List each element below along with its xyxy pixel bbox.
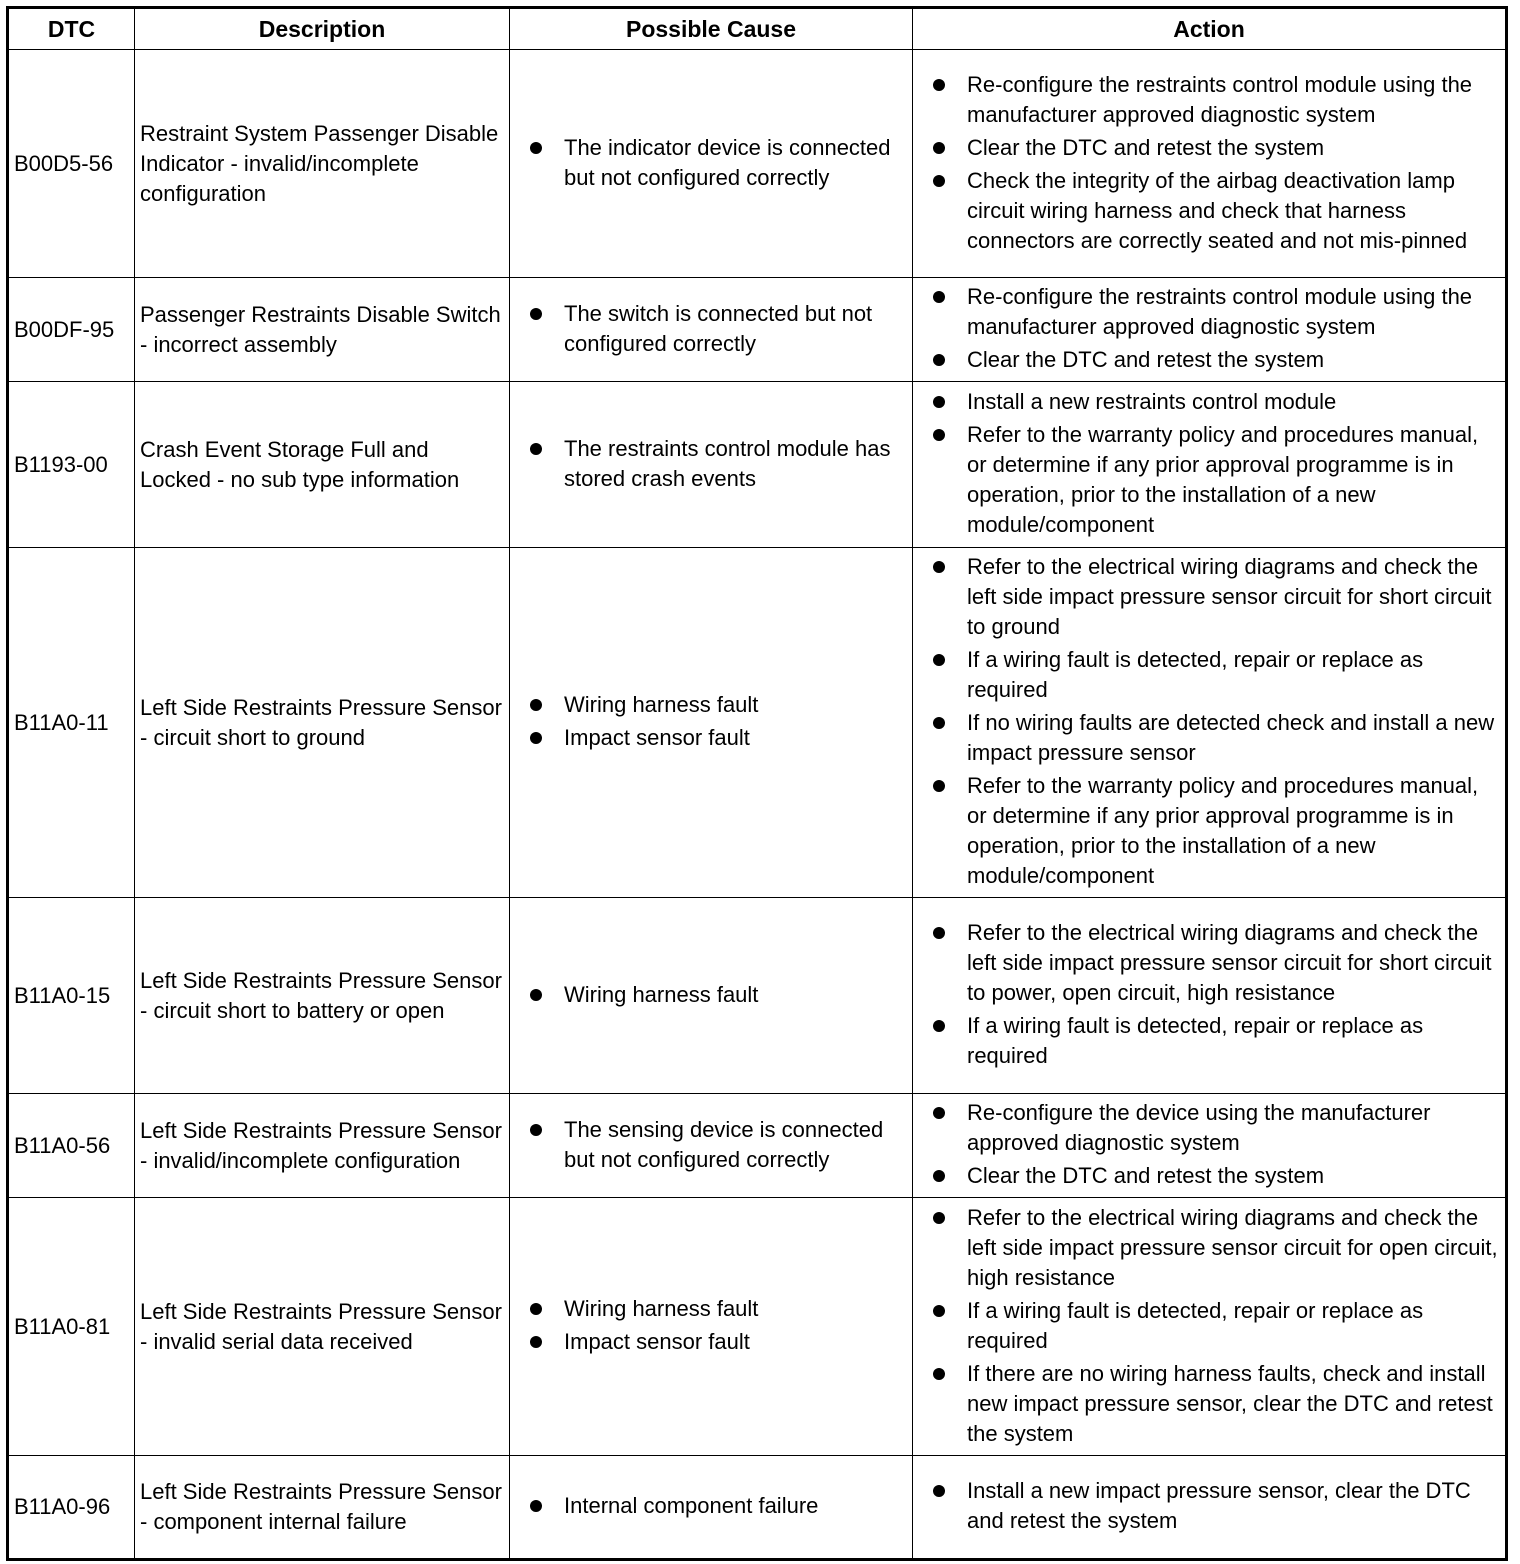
bullet-icon xyxy=(933,1020,945,1032)
bullet-icon xyxy=(933,79,945,91)
cause-item: Wiring harness fault xyxy=(510,690,908,720)
table-row xyxy=(8,1198,1507,1456)
bullet-icon xyxy=(530,308,542,320)
action-item: Check the integrity of the airbag deactivation lamp circuit wiring harness and check that harness connectors are correctly seated and not mis-pinned xyxy=(913,166,1501,256)
action-item: If a wiring fault is detected, repair or replace as required xyxy=(913,1296,1501,1356)
bullet-icon xyxy=(933,1170,945,1182)
action-cell xyxy=(913,898,1507,1094)
bullet-icon xyxy=(933,1368,945,1380)
action-cell xyxy=(913,382,1507,548)
cause-item: Internal component failure xyxy=(510,1491,908,1521)
dtc-code: B11A0-81 xyxy=(8,1198,135,1456)
action-item: Re-configure the restraints control module using the manufacturer approved diagnostic system xyxy=(913,282,1501,342)
bullet-icon xyxy=(530,1500,542,1512)
dtc-code: B11A0-15 xyxy=(8,898,135,1094)
bullet-icon xyxy=(530,699,542,711)
dtc-code: B11A0-56 xyxy=(8,1094,135,1198)
action-item: Re-configure the device using the manufacturer approved diagnostic system xyxy=(913,1098,1501,1158)
action-cell xyxy=(913,548,1507,898)
bullet-icon xyxy=(933,354,945,366)
action-item: Re-configure the restraints control module using the manufacturer approved diagnostic system xyxy=(913,70,1501,130)
action-item: Clear the DTC and retest the system xyxy=(913,133,1501,163)
bullet-icon xyxy=(530,989,542,1001)
possible-cause-cell xyxy=(510,548,913,898)
bullet-icon xyxy=(933,1305,945,1317)
bullet-icon xyxy=(530,1303,542,1315)
dtc-description: Left Side Restraints Pressure Sensor - circuit short to battery or open xyxy=(135,898,510,1094)
action-item: If there are no wiring harness faults, check and install new impact pressure sensor, clear the DTC and retest the system xyxy=(913,1359,1501,1449)
action-cell xyxy=(913,1456,1507,1560)
action-item: Refer to the electrical wiring diagrams and check the left side impact pressure sensor circuit for short circuit to ground xyxy=(913,552,1501,642)
table-row xyxy=(8,898,1507,1094)
bullet-icon xyxy=(933,396,945,408)
table-row xyxy=(8,1094,1507,1198)
possible-cause-cell xyxy=(510,1094,913,1198)
dtc-description: Crash Event Storage Full and Locked - no sub type information xyxy=(135,382,510,548)
bullet-icon xyxy=(530,732,542,744)
cause-item: The restraints control module has stored crash events xyxy=(510,434,908,494)
header-possible-cause: Possible Cause xyxy=(510,8,913,50)
bullet-icon xyxy=(530,443,542,455)
dtc-table xyxy=(6,6,1508,1561)
header-dtc: DTC xyxy=(8,8,135,50)
cause-item: Wiring harness fault xyxy=(510,1294,908,1324)
action-item: Clear the DTC and retest the system xyxy=(913,345,1501,375)
action-cell xyxy=(913,1094,1507,1198)
dtc-description: Left Side Restraints Pressure Sensor - component internal failure xyxy=(135,1456,510,1560)
action-item: Refer to the warranty policy and procedures manual, or determine if any prior approval programme is in operation, prior to the installation of a new module/component xyxy=(913,420,1501,540)
bullet-icon xyxy=(933,291,945,303)
header-description: Description xyxy=(135,8,510,50)
possible-cause-cell xyxy=(510,1456,913,1560)
table-row xyxy=(8,548,1507,898)
possible-cause-cell xyxy=(510,1198,913,1456)
dtc-code: B11A0-96 xyxy=(8,1456,135,1560)
cause-item: Impact sensor fault xyxy=(510,1327,908,1357)
bullet-icon xyxy=(933,175,945,187)
table-row xyxy=(8,1456,1507,1560)
dtc-code: B11A0-11 xyxy=(8,548,135,898)
dtc-code: B00DF-95 xyxy=(8,278,135,382)
action-item: If no wiring faults are detected check and install a new impact pressure sensor xyxy=(913,708,1501,768)
dtc-code: B1193-00 xyxy=(8,382,135,548)
action-item: Install a new restraints control module xyxy=(913,387,1501,417)
bullet-icon xyxy=(933,717,945,729)
cause-item: Wiring harness fault xyxy=(510,980,908,1010)
dtc-code: B00D5-56 xyxy=(8,50,135,278)
dtc-description: Restraint System Passenger Disable Indicator - invalid/incomplete configuration xyxy=(135,50,510,278)
action-item: Refer to the electrical wiring diagrams and check the left side impact pressure sensor circuit for short circuit to power, open circuit, high resistance xyxy=(913,918,1501,1008)
cause-item: Impact sensor fault xyxy=(510,723,908,753)
dtc-description: Left Side Restraints Pressure Sensor - invalid serial data received xyxy=(135,1198,510,1456)
action-item: Refer to the warranty policy and procedures manual, or determine if any prior approval programme is in operation, prior to the installation of a new module/component xyxy=(913,771,1501,891)
action-cell xyxy=(913,50,1507,278)
cause-item: The sensing device is connected but not configured correctly xyxy=(510,1115,908,1175)
bullet-icon xyxy=(933,927,945,939)
action-item: If a wiring fault is detected, repair or replace as required xyxy=(913,645,1501,705)
bullet-icon xyxy=(933,142,945,154)
bullet-icon xyxy=(933,1485,945,1497)
bullet-icon xyxy=(933,561,945,573)
bullet-icon xyxy=(530,142,542,154)
action-item: Refer to the electrical wiring diagrams and check the left side impact pressure sensor circuit for open circuit, high resistance xyxy=(913,1203,1501,1293)
bullet-icon xyxy=(933,1212,945,1224)
action-item: If a wiring fault is detected, repair or replace as required xyxy=(913,1011,1501,1071)
bullet-icon xyxy=(530,1124,542,1136)
action-item: Clear the DTC and retest the system xyxy=(913,1161,1501,1191)
action-cell xyxy=(913,278,1507,382)
dtc-description: Left Side Restraints Pressure Sensor - invalid/incomplete configuration xyxy=(135,1094,510,1198)
action-item: Install a new impact pressure sensor, clear the DTC and retest the system xyxy=(913,1476,1501,1536)
possible-cause-cell xyxy=(510,898,913,1094)
bullet-icon xyxy=(933,1107,945,1119)
bullet-icon xyxy=(933,429,945,441)
possible-cause-cell xyxy=(510,50,913,278)
cause-item: The indicator device is connected but not configured correctly xyxy=(510,133,908,193)
table-row xyxy=(8,50,1507,278)
possible-cause-cell xyxy=(510,278,913,382)
bullet-icon xyxy=(530,1336,542,1348)
action-cell xyxy=(913,1198,1507,1456)
dtc-description: Left Side Restraints Pressure Sensor - circuit short to ground xyxy=(135,548,510,898)
table-row xyxy=(8,382,1507,548)
dtc-description: Passenger Restraints Disable Switch - incorrect assembly xyxy=(135,278,510,382)
possible-cause-cell xyxy=(510,382,913,548)
header-row xyxy=(8,8,1507,50)
table-row xyxy=(8,278,1507,382)
header-action: Action xyxy=(913,8,1507,50)
cause-item: The switch is connected but not configured correctly xyxy=(510,299,908,359)
bullet-icon xyxy=(933,780,945,792)
bullet-icon xyxy=(933,654,945,666)
